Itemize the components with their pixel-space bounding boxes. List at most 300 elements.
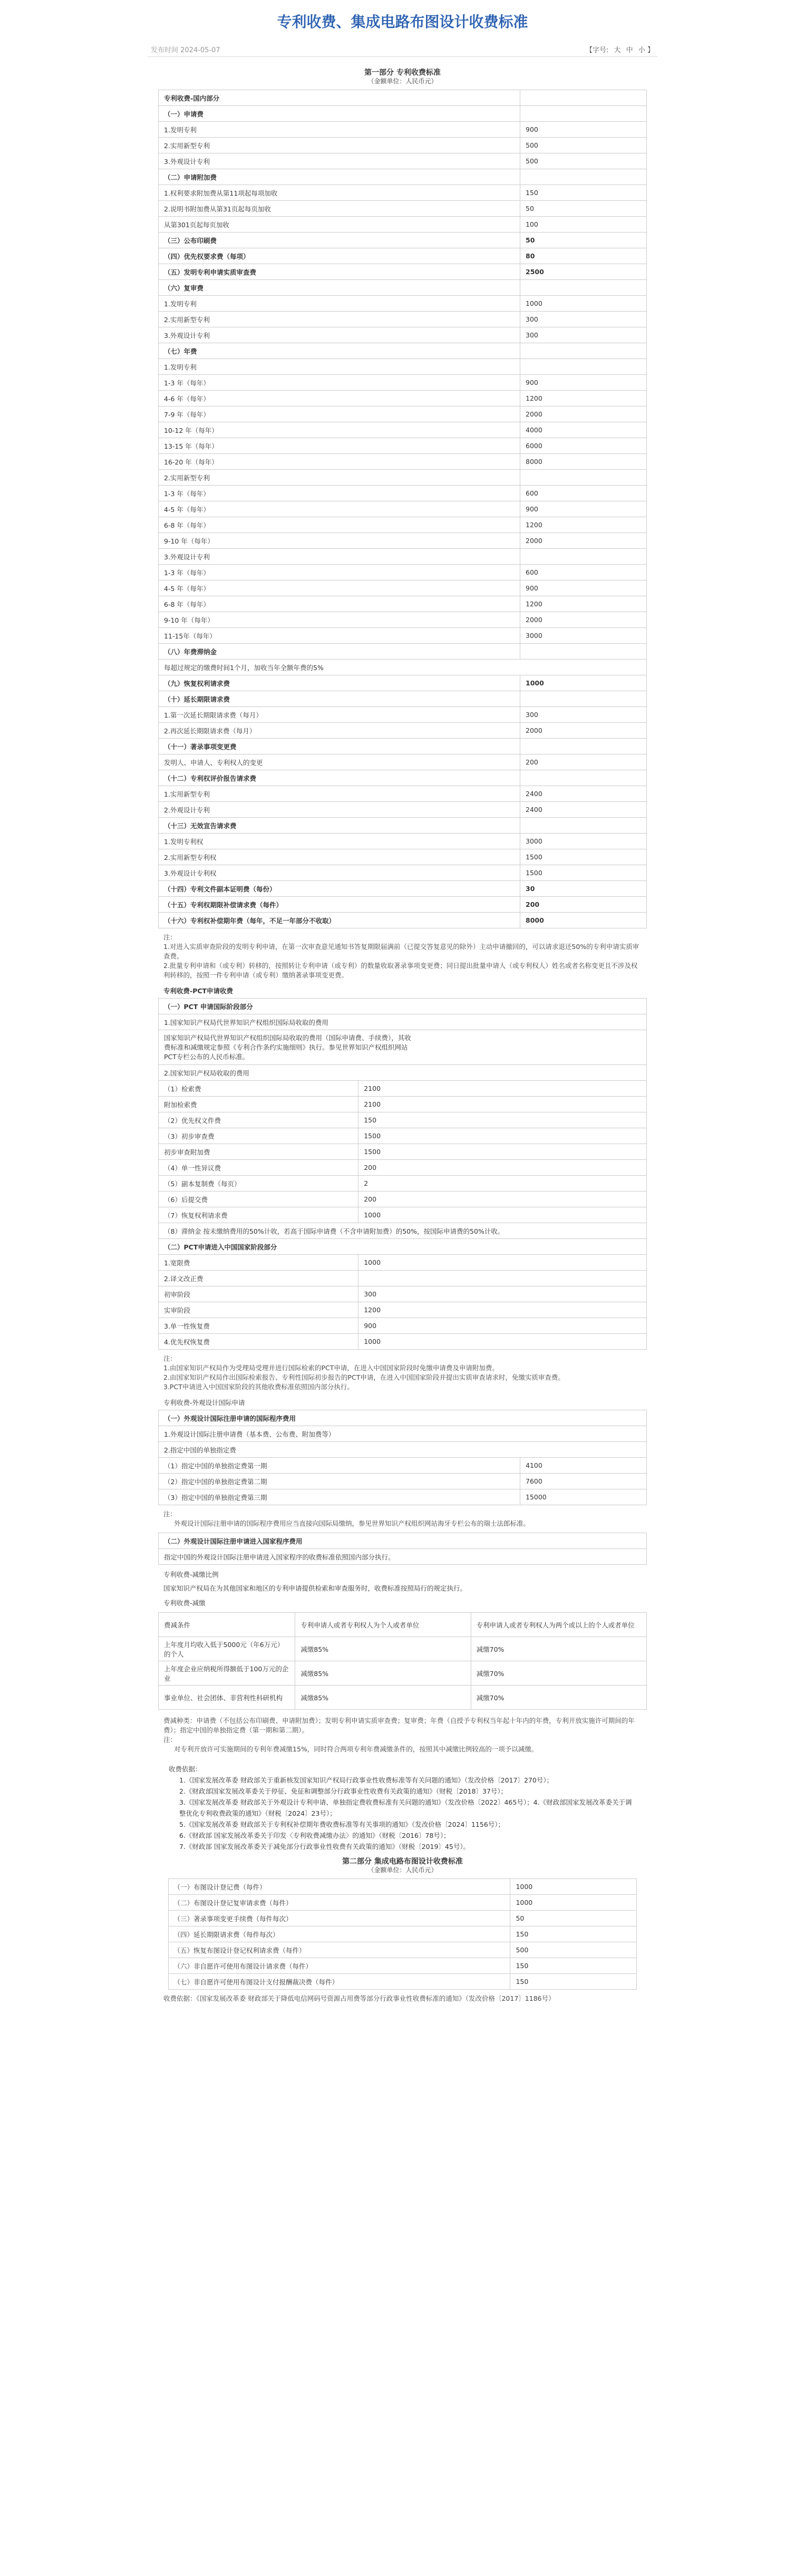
hague-notes	[158, 1505, 647, 1533]
fee-row	[159, 1334, 647, 1350]
fee-label: （九）恢复权利请求费	[159, 675, 520, 691]
fee-label: （十六）专利权补偿期年费（每年，不足一年部分不收取）	[159, 913, 520, 928]
fee-row	[159, 454, 647, 470]
fee-value: 900	[358, 1318, 647, 1334]
hague-part-a-sub2: 2.指定中国的单独指定费	[159, 1442, 647, 1458]
fee-value: 200	[358, 1192, 647, 1207]
fee-label: （十五）专利权期限补偿请求费（每件）	[159, 897, 520, 913]
reduction-rate: 减缴85%	[295, 1686, 471, 1710]
fee-row	[159, 486, 647, 501]
fee-row	[168, 1942, 637, 1958]
fee-value: 15000	[520, 1489, 647, 1505]
fee-label: （3）指定中国的单独指定费第三期	[159, 1489, 520, 1505]
fee-label: 6-8 年（每年）	[159, 596, 520, 612]
pct-part-b-head: （二）PCT申请进入中国国家阶段部分	[159, 1239, 647, 1255]
fee-value: 80	[520, 248, 647, 264]
hague-title: 专利收费-外观设计国际申请	[163, 1399, 245, 1407]
fee-row	[159, 185, 647, 201]
fee-label: 4-5 年（每年）	[159, 580, 520, 596]
fee-row	[168, 1895, 637, 1911]
fee-value: 4100	[520, 1458, 647, 1474]
fee-value: 500	[520, 138, 647, 153]
pct-fee-table	[158, 998, 647, 1350]
fee-value	[520, 470, 647, 486]
fee-row	[168, 1974, 637, 1990]
notes-label: 注：	[163, 933, 177, 941]
basis-item: 6.《财政部 国家发展改革委关于印发〈专利收费减缴办法〉的通知》（财税〔2016〕78号）；	[179, 1832, 450, 1839]
fee-value: 1000	[510, 1879, 637, 1895]
fee-label: 3.外观设计专利	[159, 153, 520, 169]
fee-row	[159, 153, 647, 169]
fee-label: 3.外观设计专利	[159, 549, 520, 565]
fee-row	[159, 707, 647, 723]
part2-basis	[158, 1990, 647, 2008]
notes-label: 注：	[163, 1510, 177, 1518]
fee-label: 1.宽限费	[159, 1255, 358, 1271]
fee-row	[159, 327, 647, 343]
fee-row	[159, 644, 647, 660]
page-title: 专利收费、集成电路布图设计收费标准	[277, 13, 528, 31]
hague-part-a-head: （一）外观设计国际注册申请的国际程序费用	[159, 1410, 647, 1426]
fee-row	[159, 580, 647, 596]
fee-label: （五）恢复布图设计登记权利请求费（每件）	[168, 1942, 510, 1958]
fee-label: 3.外观设计专利	[159, 327, 520, 343]
fee-label: 9-10 年（每年）	[159, 533, 520, 549]
part1-fee-table	[158, 90, 647, 928]
fee-value: 2100	[358, 1081, 647, 1097]
fee-label: 发明人、申请人、专利权人的变更	[159, 754, 520, 770]
reduction-head-cell: 费减条件	[159, 1613, 295, 1637]
note-item: 3.PCT申请进入中国国家阶段的其他收费标准依照国内部分执行。	[163, 1383, 354, 1391]
fee-label: （6）后提交费	[159, 1192, 358, 1207]
fee-value: 300	[520, 312, 647, 327]
fee-row	[159, 1112, 647, 1128]
fee-label: 实审阶段	[159, 1302, 358, 1318]
fee-label: （四）延长期限请求费（每件每次）	[168, 1926, 510, 1942]
fee-label: （十四）专利文件副本证明费（每份）	[159, 881, 520, 897]
fee-label: （六）复审费	[159, 280, 520, 296]
reduction-head-cell: 专利申请人或者专利权人为两个或以上的个人或者单位	[471, 1613, 646, 1637]
fee-value: 500	[510, 1942, 637, 1958]
fee-value: 1200	[520, 596, 647, 612]
fee-label: （七）年费	[159, 343, 520, 359]
fee-value	[520, 169, 647, 185]
fee-row	[159, 438, 647, 454]
fee-value	[520, 549, 647, 565]
fee-row	[159, 296, 647, 312]
basis-text: 收费依据：《国家发展改革委 财政部关于降低电信网码号资源占用费等部分行政事业性收费标准的通知》（发改价格〔2017〕1186号）	[163, 1994, 555, 2002]
fee-row	[159, 375, 647, 391]
note-item: 外观设计国际注册申请的国际程序费用应当直接向国际局缴纳，参见世界知识产权组织网站海牙专栏公布的瑞士法郎标准。	[174, 1519, 530, 1527]
fee-label: （十一）著录事项变更费	[159, 739, 520, 754]
fee-value: 600	[520, 565, 647, 580]
pct-part-a-desc-text: 国家知识产权局代世界知识产权组织国际局收取的费用（国际申请费、手续费），其收费标准和减缴规定参照《专利合作条约实施细则》执行。参见世界知识产权组织网站PCT专栏公布的人民币标准。	[164, 1033, 411, 1061]
fee-row	[159, 1128, 647, 1144]
fee-value: 3000	[520, 834, 647, 849]
fee-label: （三）公布印刷费	[159, 233, 520, 248]
fee-value: 2000	[520, 723, 647, 739]
fee-value: 1500	[358, 1128, 647, 1144]
fee-row	[159, 501, 647, 517]
fee-value: 150	[520, 185, 647, 201]
fee-label: （1）指定中国的单独指定费第一期	[159, 1458, 520, 1474]
reduction-table	[158, 1612, 647, 1710]
fee-label: 16-20 年（每年）	[159, 454, 520, 470]
fee-row	[159, 169, 647, 185]
reduction-row	[159, 1686, 647, 1710]
basis-item: 3.《国家发展改革委 财政部关于外观设计专利申请、单独指定费收费标准有关问题的通知》（发改价格〔2022〕465号）；4.《财政部国家发展改革委关于调整优化专利收费政策的通知》（财税〔2024〕23号）；	[179, 1798, 632, 1817]
fee-value: 2500	[520, 264, 647, 280]
reduction-row	[159, 1637, 647, 1661]
reduction-rate: 减缴70%	[471, 1661, 646, 1686]
pct-title: 专利收费-PCT申请收费	[163, 987, 234, 995]
basis-item: 2.《财政部国家发展改革委关于停征、免征和调整部分行政事业性收费有关政策的通知》（财税〔2018〕37号）；	[179, 1787, 508, 1795]
fee-row	[159, 1176, 647, 1192]
reduction-rate: 减缴85%	[295, 1637, 471, 1661]
fee-label: （八）年费滞纳金	[159, 644, 520, 660]
fee-value: 1000	[520, 675, 647, 691]
reduction-condition: 上年度月均收入低于5000元（年6万元）的个人	[159, 1637, 295, 1661]
reduction-rate: 减缴85%	[295, 1661, 471, 1686]
fee-label: （十二）专利权评价报告请求费	[159, 770, 520, 786]
fee-value: 1000	[520, 296, 647, 312]
publish-date: 发布时间 2024-05-07	[151, 46, 220, 54]
fee-row	[159, 343, 647, 359]
pct-part-a-sub2: 2.国家知识产权局收取的费用	[159, 1065, 647, 1081]
fee-label: 2.实用新型专利	[159, 470, 520, 486]
fee-value	[520, 770, 647, 786]
fee-label: 2.实用新型专利	[159, 312, 520, 327]
fee-row	[159, 138, 647, 153]
fee-value: 150	[510, 1958, 637, 1974]
fee-value: 50	[510, 1911, 637, 1926]
fee-value	[520, 90, 647, 106]
note-item: 1.由国家知识产权局作为受理局受理并进行国际检索的PCT申请，在进入中国国家阶段时免缴申请费及申请附加费。	[163, 1364, 499, 1372]
fee-label: 1-3 年（每年）	[159, 565, 520, 580]
fee-value: 2000	[520, 612, 647, 628]
fee-row	[159, 90, 647, 106]
fee-label: 专利收费-国内部分	[159, 90, 520, 106]
font-size-medium-link[interactable]: 中	[626, 46, 633, 54]
fee-row	[159, 675, 647, 691]
fee-value: 1200	[520, 391, 647, 406]
reduction-notes	[158, 1710, 647, 1758]
fee-value: 2000	[520, 533, 647, 549]
fee-value: 1000	[358, 1255, 647, 1271]
fee-value: 900	[520, 122, 647, 138]
fee-label: 1.第一次延长期限请求费（每月）	[159, 707, 520, 723]
fee-row	[159, 1489, 647, 1505]
fee-row	[159, 739, 647, 754]
fee-value	[520, 280, 647, 296]
fee-row	[159, 264, 647, 280]
fee-label: （一）布图设计登记费（每件）	[168, 1879, 510, 1895]
fee-row	[159, 897, 647, 913]
fee-row	[159, 754, 647, 770]
part1-unit: （金额单位：人民币元）	[367, 78, 438, 85]
fee-row	[159, 1192, 647, 1207]
note-item: 对专利开放许可实施期间的专利年费减缴15%，同时符合两项专利年费减缴条件的，按照其中减缴比例较高的一项予以减缴。	[174, 1745, 538, 1753]
fee-row	[159, 865, 647, 881]
fee-label: （2）优先权文件费	[159, 1112, 358, 1128]
fee-row	[159, 770, 647, 786]
fee-label: （8）滞纳金 按未缴纳费用的50%计收，若高于国际申请费（不含申请附加费）的50%，按国际申请费的50%计收。	[159, 1223, 647, 1239]
part2-fee-table	[168, 1878, 637, 1990]
fee-value	[520, 359, 647, 375]
fee-label: （五）发明专利申请实质审查费	[159, 264, 520, 280]
basis-head: 收费依据：	[169, 1765, 202, 1773]
fee-row	[168, 1926, 637, 1942]
reduction-rate: 减缴70%	[471, 1686, 646, 1710]
fee-value: 50	[520, 233, 647, 248]
fee-label: （十三）无效宣告请求费	[159, 818, 520, 834]
fee-label: 附加检索费	[159, 1097, 358, 1112]
part2-heading: 第二部分 集成电路布图设计收费标准	[342, 1857, 463, 1866]
fee-label: 6-8 年（每年）	[159, 517, 520, 533]
fee-row	[168, 1879, 637, 1895]
fee-value	[520, 644, 647, 660]
note-item: 2.由国家知识产权局作出国际检索报告、专利性国际初步报告的PCT申请，在进入中国国家阶段并提出实质审查请求时，免缴实质审查费。	[163, 1373, 565, 1381]
pct-part-a-head: （一）PCT 申请国际阶段部分	[159, 999, 647, 1014]
reduce-title2: 专利收费-减缴	[163, 1599, 206, 1607]
fee-value: 600	[520, 486, 647, 501]
fee-label: 从第301页起每页加收	[159, 217, 520, 233]
font-size-suffix: 】	[647, 46, 654, 54]
hague-part-b-head: （二）外观设计国际注册申请进入国家程序费用	[159, 1533, 647, 1549]
fee-value: 150	[510, 1974, 637, 1990]
fee-label: 4.优先权恢复费	[159, 1334, 358, 1350]
fee-label: （四）优先权要求费（每项）	[159, 248, 520, 264]
fee-value: 2400	[520, 786, 647, 802]
fee-row	[159, 1318, 647, 1334]
fee-row	[159, 422, 647, 438]
hague-part-b-text: 指定中国的外观设计国际注册申请进入国家程序的收费标准依照国内部分执行。	[159, 1549, 647, 1565]
fee-label: 1-3 年（每年）	[159, 375, 520, 391]
reduction-head-cell: 专利申请人或者专利权人为个人或者单位	[295, 1613, 471, 1637]
note-item: 1.对进入实质审查阶段的发明专利申请，在第一次审查意见通知书答复期限届满前（已提交答复意见的除外）主动申请撤回的，可以请求退还50%的专利申请实质审查费。	[163, 943, 639, 960]
fee-value: 2	[358, 1176, 647, 1192]
fee-row	[159, 913, 647, 928]
fee-row	[159, 802, 647, 818]
fee-value	[358, 1271, 647, 1286]
fee-value: 300	[520, 707, 647, 723]
fee-row	[159, 1286, 647, 1302]
fee-label: 4-6 年（每年）	[159, 391, 520, 406]
fee-value: 30	[520, 881, 647, 897]
note-item: 2.批量专利申请和（或专利）转移的，按照转让专利申请（或专利）的数量收取著录事项变更费；同日提出批量申请人（或专利权人）姓名或者名称变更且不涉及权利转移的，按照一件专利申请（或专利）缴纳著录事项变更费。	[163, 962, 638, 979]
fee-row	[159, 723, 647, 739]
fee-value: 1200	[520, 517, 647, 533]
pct-part-a-sub: 1.国家知识产权局代世界知识产权组织国际局收取的费用	[159, 1014, 647, 1030]
fee-label: （5）副本复制费（每页）	[159, 1176, 358, 1192]
fee-label: 13-15 年（每年）	[159, 438, 520, 454]
fee-value: 1000	[510, 1895, 637, 1911]
fee-value: 3000	[520, 628, 647, 644]
fee-row	[159, 217, 647, 233]
article-content	[158, 57, 647, 2008]
fee-value: 8000	[520, 913, 647, 928]
fee-value: 1500	[520, 865, 647, 881]
basis-item: 1.《国家发展改革委 财政部关于重新核发国家知识产权局行政事业性收费标准等有关问题的通知》（发改价格〔2017〕270号）；	[179, 1776, 554, 1784]
fee-row	[159, 233, 647, 248]
fee-label: （二）布图设计登记复审请求费（每件）	[168, 1895, 510, 1911]
fee-value	[520, 691, 647, 707]
reduce-desc: 国家知识产权局在为其他国家和地区的专利申请提供检索和审查服务时，收费标准按照局行的规定执行。	[163, 1584, 467, 1592]
fee-row	[159, 849, 647, 865]
fee-value: 4000	[520, 422, 647, 438]
fee-label: 9-10 年（每年）	[159, 612, 520, 628]
fee-label: 2.实用新型专利权	[159, 849, 520, 865]
fee-label: 10-12 年（每年）	[159, 422, 520, 438]
fee-label: 2.外观设计专利	[159, 802, 520, 818]
fee-row	[168, 1958, 637, 1974]
fee-label: （三）著录事项变更手续费（每件每次）	[168, 1911, 510, 1926]
fee-value: 6000	[520, 438, 647, 454]
fee-types-text: 费减种类：申请费（不包括公布印刷费、申请附加费）；发明专利申请实质审查费；复审费；年费（自授予专利权当年起十年内的年费，专利开放实施许可期间的年费）；指定中国的单独指定费（第一期和第二期）。	[163, 1717, 635, 1734]
fee-row	[159, 1223, 647, 1239]
fee-label: 1.实用新型专利	[159, 786, 520, 802]
font-size-small-link[interactable]: 小	[638, 46, 645, 54]
fee-label: 2.再次延长期限请求费（每月）	[159, 723, 520, 739]
fee-row	[159, 1207, 647, 1223]
fee-row	[159, 818, 647, 834]
fee-row	[159, 470, 647, 486]
fee-row	[159, 1144, 647, 1160]
fee-row	[159, 106, 647, 122]
fee-label: 2.译文改正费	[159, 1271, 358, 1286]
fee-row	[159, 660, 647, 675]
fee-row	[159, 1160, 647, 1176]
basis-item: 7.《财政部 国家发展改革委关于减免部分行政事业性收费有关政策的通知》（财税〔2019〕45号）。	[179, 1843, 470, 1851]
fee-row	[159, 1081, 647, 1097]
fee-label: （十）延长期限请求费	[159, 691, 520, 707]
fee-value: 200	[358, 1160, 647, 1176]
fee-value: 1200	[358, 1302, 647, 1318]
fee-row	[159, 1458, 647, 1474]
font-size-prefix: 【字号:	[585, 46, 609, 54]
fee-row	[159, 1097, 647, 1112]
fee-label: （4）单一性异议费	[159, 1160, 358, 1176]
fee-label: （六）非自愿许可使用布图设计请求费（每件）	[168, 1958, 510, 1974]
fee-label: 1.发明专利	[159, 359, 520, 375]
reduction-row	[159, 1661, 647, 1686]
fee-value: 1000	[358, 1334, 647, 1350]
fee-value: 900	[520, 580, 647, 596]
fee-row	[159, 596, 647, 612]
fee-label: 初审阶段	[159, 1286, 358, 1302]
part1-notes	[158, 928, 647, 984]
fee-label: 3.单一性恢复费	[159, 1318, 358, 1334]
notes-label: 注：	[163, 1736, 177, 1744]
fee-label: 1.发明专利	[159, 122, 520, 138]
fee-label: （1）检索费	[159, 1081, 358, 1097]
fee-label: （7）恢复权利请求费	[159, 1207, 358, 1223]
fee-value: 900	[520, 501, 647, 517]
reduction-condition: 事业单位、社会团体、非营利性科研机构	[159, 1686, 295, 1710]
fee-row	[159, 391, 647, 406]
fee-label: （二）申请附加费	[159, 169, 520, 185]
fee-value	[520, 739, 647, 754]
fee-label: 每超过规定的缴费时间1个月，加收当年全额年费的5%	[159, 660, 647, 675]
fee-value: 8000	[520, 454, 647, 470]
fee-value: 300	[358, 1286, 647, 1302]
fee-label: 7-9 年（每年）	[159, 406, 520, 422]
fee-row	[159, 122, 647, 138]
fee-value: 900	[520, 375, 647, 391]
fee-row	[159, 786, 647, 802]
fee-value: 500	[520, 153, 647, 169]
fee-value	[520, 106, 647, 122]
fee-value: 100	[520, 217, 647, 233]
fee-label: 1.发明专利	[159, 296, 520, 312]
fee-row	[159, 834, 647, 849]
fee-row	[159, 691, 647, 707]
hague-part-b-table	[158, 1533, 647, 1565]
part1-heading: 第一部分 专利收费标准	[364, 69, 441, 77]
fee-value: 300	[520, 327, 647, 343]
fee-label: 2.说明书附加费从第31页起每页加收	[159, 201, 520, 217]
article-meta	[148, 38, 657, 57]
reduction-condition: 上年度企业应纳税所得额低于100万元的企业	[159, 1661, 295, 1686]
fee-row	[159, 628, 647, 644]
fee-row	[159, 1271, 647, 1286]
pct-notes	[158, 1350, 647, 1396]
fee-value: 1500	[520, 849, 647, 865]
fee-value: 2100	[358, 1097, 647, 1112]
fee-value	[520, 343, 647, 359]
fee-row	[159, 549, 647, 565]
fee-row	[159, 280, 647, 296]
fee-row	[159, 1474, 647, 1489]
fee-label: 1.权利要求附加费从第11项起每项加收	[159, 185, 520, 201]
fee-label: 11-15年（每年）	[159, 628, 520, 644]
fee-value: 200	[520, 897, 647, 913]
pct-part-a-desc	[159, 1030, 647, 1065]
fee-label: （一）申请费	[159, 106, 520, 122]
reduce-title: 专利收费-减缴比例	[163, 1571, 219, 1578]
fee-basis	[158, 1758, 647, 1857]
fee-value	[520, 818, 647, 834]
basis-item: 5.《国家发展改革委 财政部关于专利权补偿期年费收费标准等有关事项的通知》（发改价格〔2024〕1156号）；	[179, 1820, 505, 1828]
fee-label: 1-3 年（每年）	[159, 486, 520, 501]
fee-value: 150	[510, 1926, 637, 1942]
hague-fee-table	[158, 1410, 647, 1505]
fee-value: 7600	[520, 1474, 647, 1489]
fee-label: （2）指定中国的单独指定费第二期	[159, 1474, 520, 1489]
reduction-rate: 减缴70%	[471, 1637, 646, 1661]
fee-value: 2400	[520, 802, 647, 818]
fee-row	[159, 612, 647, 628]
fee-row	[159, 406, 647, 422]
fee-value: 1500	[358, 1144, 647, 1160]
fee-row	[159, 1255, 647, 1271]
fee-row	[159, 565, 647, 580]
fee-label: 3.外观设计专利权	[159, 865, 520, 881]
fee-row	[159, 1302, 647, 1318]
font-size-switcher	[586, 44, 654, 54]
fee-row	[159, 248, 647, 264]
fee-value: 2000	[520, 406, 647, 422]
fee-row	[159, 881, 647, 897]
fee-row	[159, 312, 647, 327]
fee-label: 2.实用新型专利	[159, 138, 520, 153]
fee-label: （3）初步审查费	[159, 1128, 358, 1144]
fee-label: 4-5 年（每年）	[159, 501, 520, 517]
fee-value: 1000	[358, 1207, 647, 1223]
fee-value: 150	[358, 1112, 647, 1128]
fee-value: 50	[520, 201, 647, 217]
font-size-large-link[interactable]: 大	[614, 46, 621, 54]
